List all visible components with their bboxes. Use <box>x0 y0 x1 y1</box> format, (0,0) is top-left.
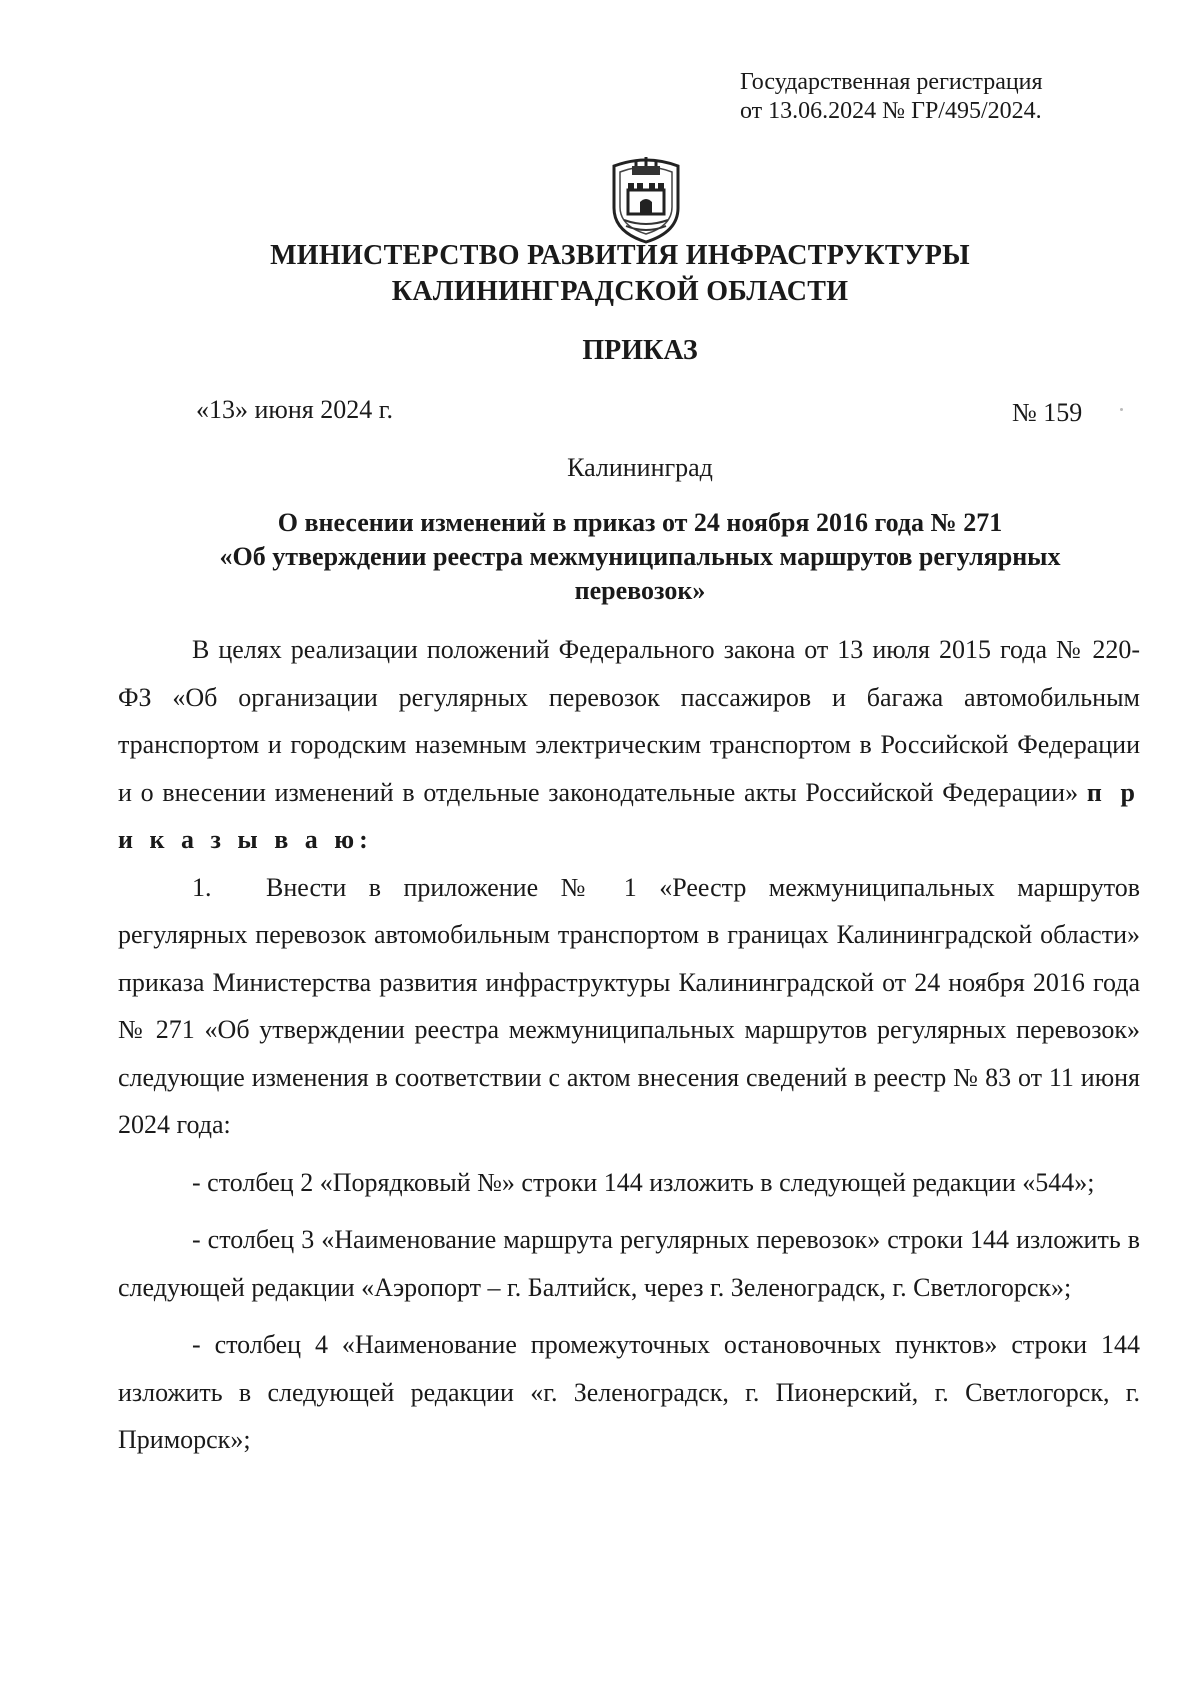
subject-line-2: «Об утверждении реестра межмуниципальных маршрутов регулярных <box>219 542 1061 571</box>
change-item: - столбец 4 «Наименование промежуточных остановочных пунктов» строки 144 изложить в следующей редакции «г. Зеленоградск, г. Пионерский, г. Светлогорск, г. Приморск»; <box>118 1330 1140 1454</box>
subject-line-3: перевозок» <box>574 576 706 605</box>
order-body <box>118 626 1140 1464</box>
issue-city: Калининград <box>567 453 713 482</box>
item-1-text: Внести в приложение № 1 «Реестр межмуниципальных маршрутов регулярных перевозок автомобильным транспортом в границах Калининградской области» приказа Министерства развития инфраструктуры Калининградской от 24 ноября 2016 года № 271 «Об утверждении реестра межмуниципальных маршрутов регулярных перевозок» следующие изменения в соответствии с актом внесения сведений в реестр № 83 от 11 июня 2024 года: <box>118 872 1140 1139</box>
state-registration-note <box>740 68 1120 126</box>
coat-of-arms-icon <box>606 152 686 244</box>
item-1-number: 1. <box>192 872 212 902</box>
subject-line-1: О внесении изменений в приказ от 24 ноября 2016 года № 271 <box>277 508 1003 537</box>
order-word: п р и к а з ы в а ю: <box>118 777 1140 854</box>
registration-line-1: Государственная регистрация <box>740 69 1043 95</box>
ministry-line-1: МИНИСТЕРСТВО РАЗВИТИЯ ИНФРАСТРУКТУРЫ <box>270 240 970 271</box>
order-date: «13» июня 2024 г. <box>196 395 393 424</box>
document-type-title: ПРИКАЗ <box>582 335 698 366</box>
change-item: - столбец 2 «Порядковый №» строки 144 изложить в следующей редакции «544»; <box>192 1167 1095 1197</box>
order-subject <box>160 506 1120 608</box>
ministry-line-2: КАЛИНИНГРАДСКОЙ ОБЛАСТИ <box>391 276 849 307</box>
item-1-paragraph <box>118 864 1140 1149</box>
change-item: - столбец 3 «Наименование маршрута регулярных перевозок» строки 144 изложить в следующей редакции «Аэропорт – г. Балтийск, через г. Зеленоградск, г. Светлогорск»; <box>118 1225 1140 1302</box>
ministry-name <box>180 238 1060 310</box>
scan-dot <box>1120 408 1123 411</box>
order-number: № 159 <box>1012 398 1083 427</box>
preamble-text: В целях реализации положений Федерального закона от 13 июля 2015 года № 220-ФЗ «Об организации регулярных перевозок пассажиров и багажа автомобильным транспортом и городским наземным электрическим транспортом в Российской Федерации и о внесении изменений в отдельные законодательные акты Российской Федерации» <box>118 635 1140 807</box>
registration-line-2: от 13.06.2024 № ГР/495/2024. <box>740 98 1042 124</box>
preamble-paragraph <box>118 626 1140 864</box>
